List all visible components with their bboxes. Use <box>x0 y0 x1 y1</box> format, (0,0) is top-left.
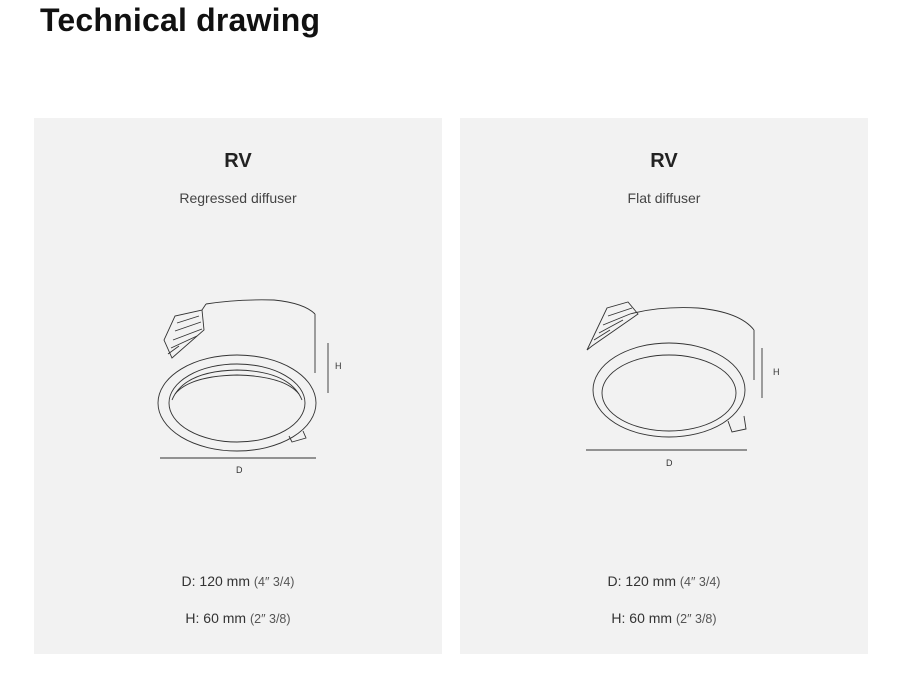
spec-height-imperial: (2″ 3/8) <box>676 612 717 626</box>
spec-height <box>34 610 442 626</box>
dimension-h-label: H <box>773 367 780 377</box>
spec-diameter <box>34 573 442 589</box>
spec-height-metric: H: 60 mm <box>611 610 673 626</box>
product-subtitle: Flat diffuser <box>627 190 701 206</box>
product-code: RV <box>224 150 252 172</box>
product-card-regressed <box>34 118 442 654</box>
product-code: RV <box>650 150 678 172</box>
product-subtitle: Regressed diffuser <box>179 190 297 206</box>
dimension-h-label: H <box>335 361 342 371</box>
page-title: Technical drawing <box>40 2 321 38</box>
spec-diameter-imperial: (4″ 3/4) <box>253 575 295 589</box>
spec-diameter <box>460 573 868 589</box>
spec-diameter-metric: D: 120 mm <box>181 573 250 589</box>
spec-diameter-metric: D: 120 mm <box>607 573 676 589</box>
spec-height-metric: H: 60 mm <box>185 610 247 626</box>
dimension-d-label: D <box>666 458 673 468</box>
spec-diameter-imperial: (4″ 3/4) <box>679 575 721 589</box>
spec-height <box>460 610 868 626</box>
dimension-d-label: D <box>236 465 243 475</box>
product-card-flat <box>460 118 868 654</box>
spec-height-imperial: (2″ 3/8) <box>250 612 291 626</box>
